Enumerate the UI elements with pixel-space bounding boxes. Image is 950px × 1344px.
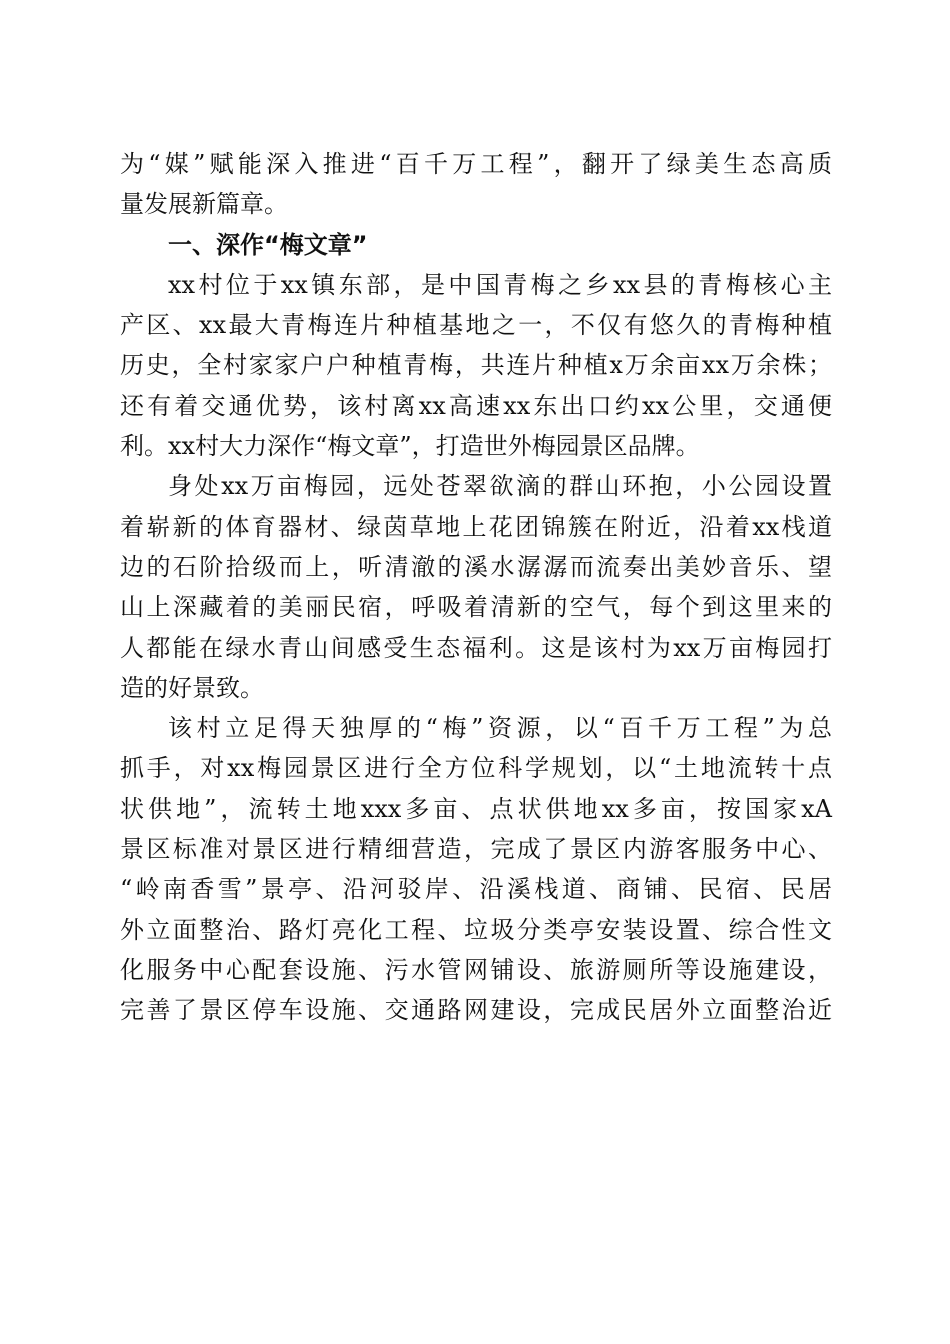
paragraph-2-line: 着崭新的体育器材、绿茵草地上花团锦簇在附近，沿着xx栈道 <box>120 512 832 541</box>
paragraph-3-line: 化服务中心配套设施、污水管网铺设、旅游厕所等设施建设， <box>120 955 832 984</box>
paragraph-2-line: 山上深藏着的美丽民宿，呼吸着清新的空气，每个到这里来的 <box>120 593 832 622</box>
paragraph-3-line: 该村立足得天独厚的“梅”资源，以“百千万工程”为总 <box>168 714 832 743</box>
paragraph-2-line: 身处xx万亩梅园，远处苍翠欲滴的群山环抱，小公园设置 <box>168 472 832 501</box>
paragraph-1-line: 产区、xx最大青梅连片种植基地之一，不仅有悠久的青梅种植 <box>120 311 832 340</box>
paragraph-3-line: 状供地”，流转土地xxx多亩、点状供地xx多亩，按国家xA <box>120 794 832 823</box>
paragraph-3-line: 抓手，对xx梅园景区进行全方位科学规划，以“土地流转十点 <box>120 754 832 783</box>
paragraph-1-line: 还有着交通优势，该村离xx高速xx东出口约xx公里，交通便 <box>120 391 832 420</box>
section-heading: 一、深作“梅文章” <box>168 230 368 259</box>
paragraph-2-line: 人都能在绿水青山间感受生态福利。这是该村为xx万亩梅园打 <box>120 633 832 662</box>
document-body <box>120 144 832 1031</box>
paragraph-1-line: 历史，全村家家户户种植青梅，共连片种植x万余亩xx万余株； <box>120 351 832 380</box>
intro-line: 为“媒”赋能深入推进“百千万工程”，翻开了绿美生态高质 <box>120 150 832 178</box>
paragraph-2-line: 造的好景致。 <box>120 673 264 702</box>
paragraph-3-line: 完善了景区停车设施、交通路网建设，完成民居外立面整治近 <box>120 996 832 1025</box>
paragraph-1-line: 利。xx村大力深作“梅文章”，打造世外梅园景区品牌。 <box>120 432 700 461</box>
paragraph-1-line: xx村位于xx镇东部，是中国青梅之乡xx县的青梅核心主 <box>168 270 832 299</box>
intro-line: 量发展新篇章。 <box>120 190 288 219</box>
paragraph-3-line: “岭南香雪”景亭、沿河驳岸、沿溪栈道、商铺、民宿、民居 <box>120 875 832 904</box>
paragraph-3-line: 景区标准对景区进行精细营造，完成了景区内游客服务中心、 <box>120 835 832 864</box>
paragraph-3-line: 外立面整治、路灯亮化工程、垃圾分类亭安装设置、综合性文 <box>120 915 832 944</box>
paragraph-2-line: 边的石阶拾级而上，听清澈的溪水潺潺而流奏出美妙音乐、望 <box>120 552 832 581</box>
